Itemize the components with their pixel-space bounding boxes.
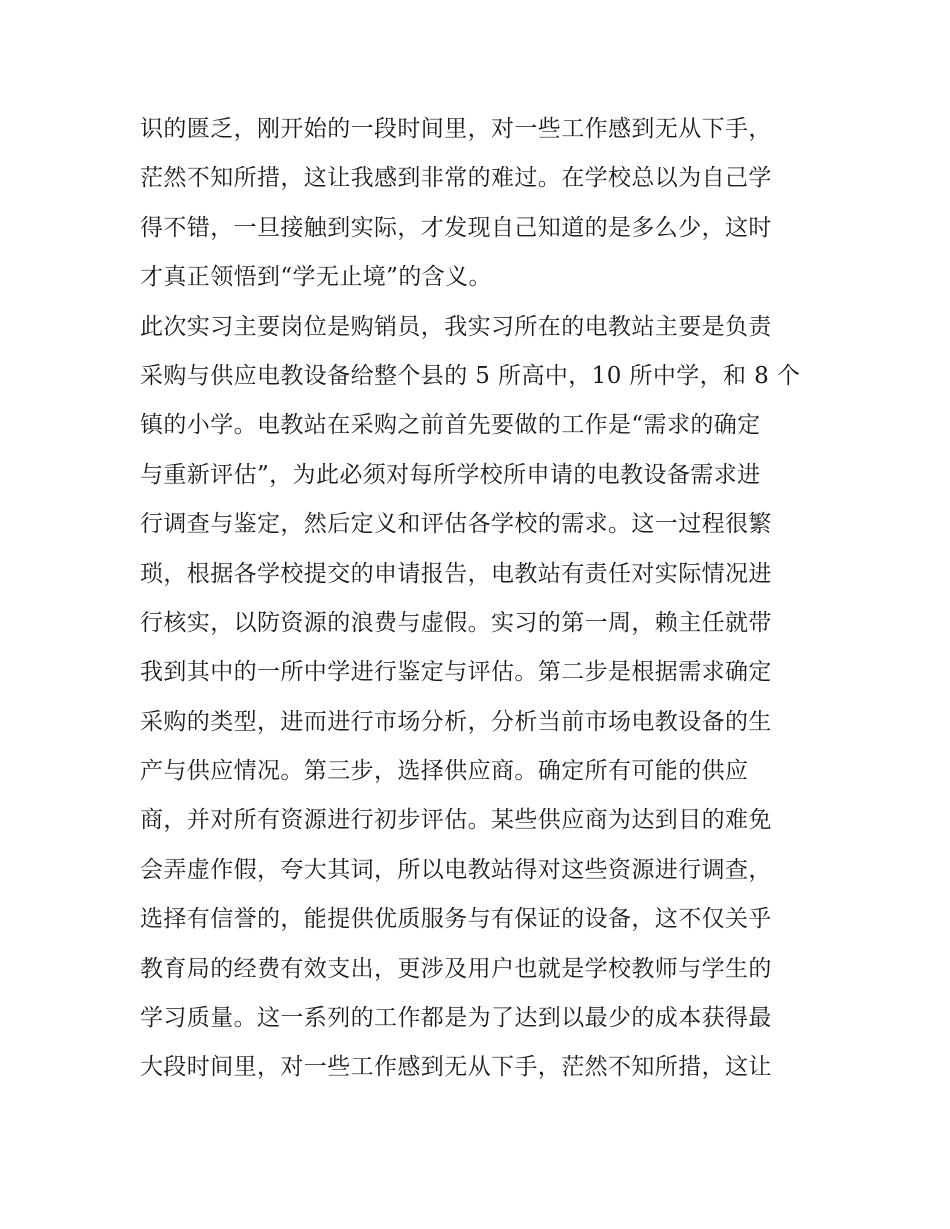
text-line: 此次实习主要岗位是购销员，我实习所在的电教站主要是负责 (140, 313, 772, 340)
text-line: 会弄虚作假，夸大其词，所以电教站得对这些资源进行调查， (140, 856, 772, 883)
text-line: 镇的小学。电教站在采购之前首先要做的工作是“需求的确定 (140, 412, 761, 439)
text-line: 琐，根据各学校提交的申请报告，电教站有责任对实际情况进 (140, 560, 772, 587)
text-line: 产与供应情况。第三步，选择供应商。确定所有可能的供应 (140, 758, 749, 785)
text-line: 教育局的经费有效支出，更涉及用户也就是学校教师与学生的 (140, 955, 772, 982)
text-line: 茫然不知所措，这让我感到非常的难过。在学校总以为自己学 (140, 165, 772, 192)
text-line: 我到其中的一所中学进行鉴定与评估。第二步是根据需求确定 (140, 659, 772, 686)
text-line: 才真正领悟到“学无止境”的含义。 (140, 264, 492, 291)
text-line: 学习质量。这一系列的工作都是为了达到以最少的成本获得最 (140, 1005, 772, 1032)
text-line: 采购的类型，进而进行市场分析，分析当前市场电教设备的生 (140, 708, 772, 735)
text-line: 行调查与鉴定，然后定义和评估各学校的需求。这一过程很繁 (140, 511, 772, 538)
text-line: 采购与供应电教设备给整个县的 5 所高中，10 所中学，和 8 个 (140, 362, 801, 389)
text-line: 与重新评估”，为此必须对每所学校所申请的电教设备需求进 (140, 461, 761, 488)
text-line: 得不错，一旦接触到实际，才发现自己知道的是多么少，这时 (140, 214, 772, 241)
text-line: 行核实，以防资源的浪费与虚假。实习的第一周，赖主任就带 (140, 609, 772, 636)
text-line: 选择有信誉的，能提供优质服务与有保证的设备，这不仅关乎 (140, 906, 772, 933)
text-line: 商，并对所有资源进行初步评估。某些供应商为达到目的难免 (140, 807, 772, 834)
text-line: 识的匮乏，刚开始的一段时间里，对一些工作感到无从下手， (140, 116, 772, 142)
text-line: 大段时间里，对一些工作感到无从下手，茫然不知所措，这让 (140, 1054, 772, 1081)
body-text (140, 105, 820, 1093)
